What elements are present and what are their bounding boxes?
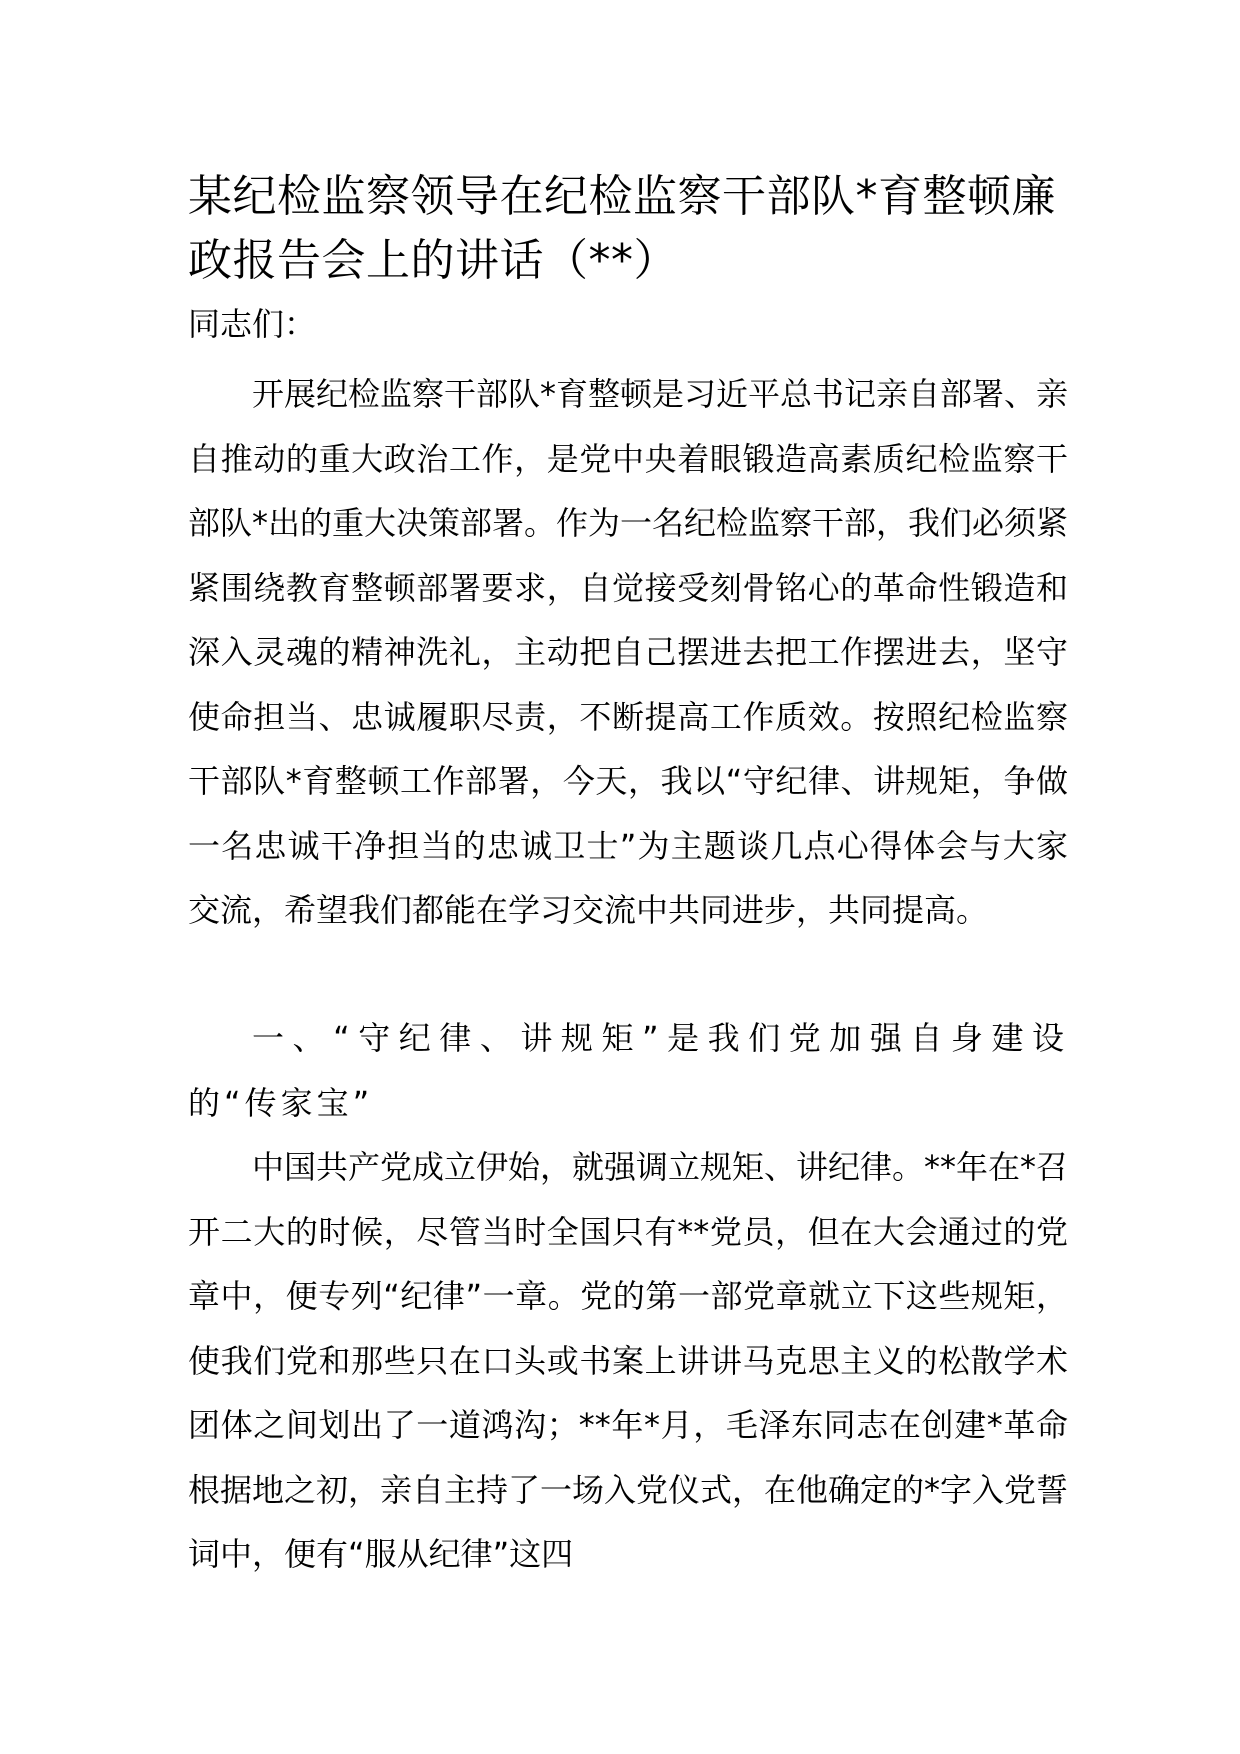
salutation: 同志们： — [188, 305, 317, 343]
document-title: 某纪检监察领导在纪检监察干部队*育整顿廉政报告会上的讲话（**） — [188, 171, 1056, 286]
body-paragraph-history: 中国共产党成立伊始，就强调立规矩、讲纪律。**年在*召开二大的时候，尽管当时全国只有**党员，但在大会通过的党章中，便专列“纪律”一章。党的第一部党章就立下这些规矩，使我们党和那些只在口头或书案上讲讲马克思主义的松散学术团体之间划出了一道鸿沟；**年*月，毛泽东同志在创建*革命根据地之初，亲自主持了一场入党仪式，在他确定的*字入党誓词中，便有“服从纪律”这四 — [188, 1148, 1069, 1573]
body-paragraph-intro: 开展纪检监察干部队*育整顿是习近平总书记亲自部署、亲自推动的重大政治工作，是党中央着眼锻造高素质纪检监察干部队*出的重大决策部署。作为一名纪检监察干部，我们必须紧紧围绕教育整顿部署要求，自觉接受刻骨铭心的革命性锻造和深入灵魂的精神洗礼，主动把自己摆进去把工作摆进去，坚守使命担当、忠诚履职尽责，不断提高工作质效。按照纪检监察干部队*育整顿工作部署，今天，我以“守纪律、讲规矩，争做一名忠诚干净担当的忠诚卫士”为主题谈几点心得体会与大家交流，希望我们都能在学习交流中共同进步，共同提高。 — [188, 375, 1069, 929]
section-heading-1: 一、“守纪律、讲规矩”是我们党加强自身建设的“传家宝” — [188, 1019, 1068, 1122]
